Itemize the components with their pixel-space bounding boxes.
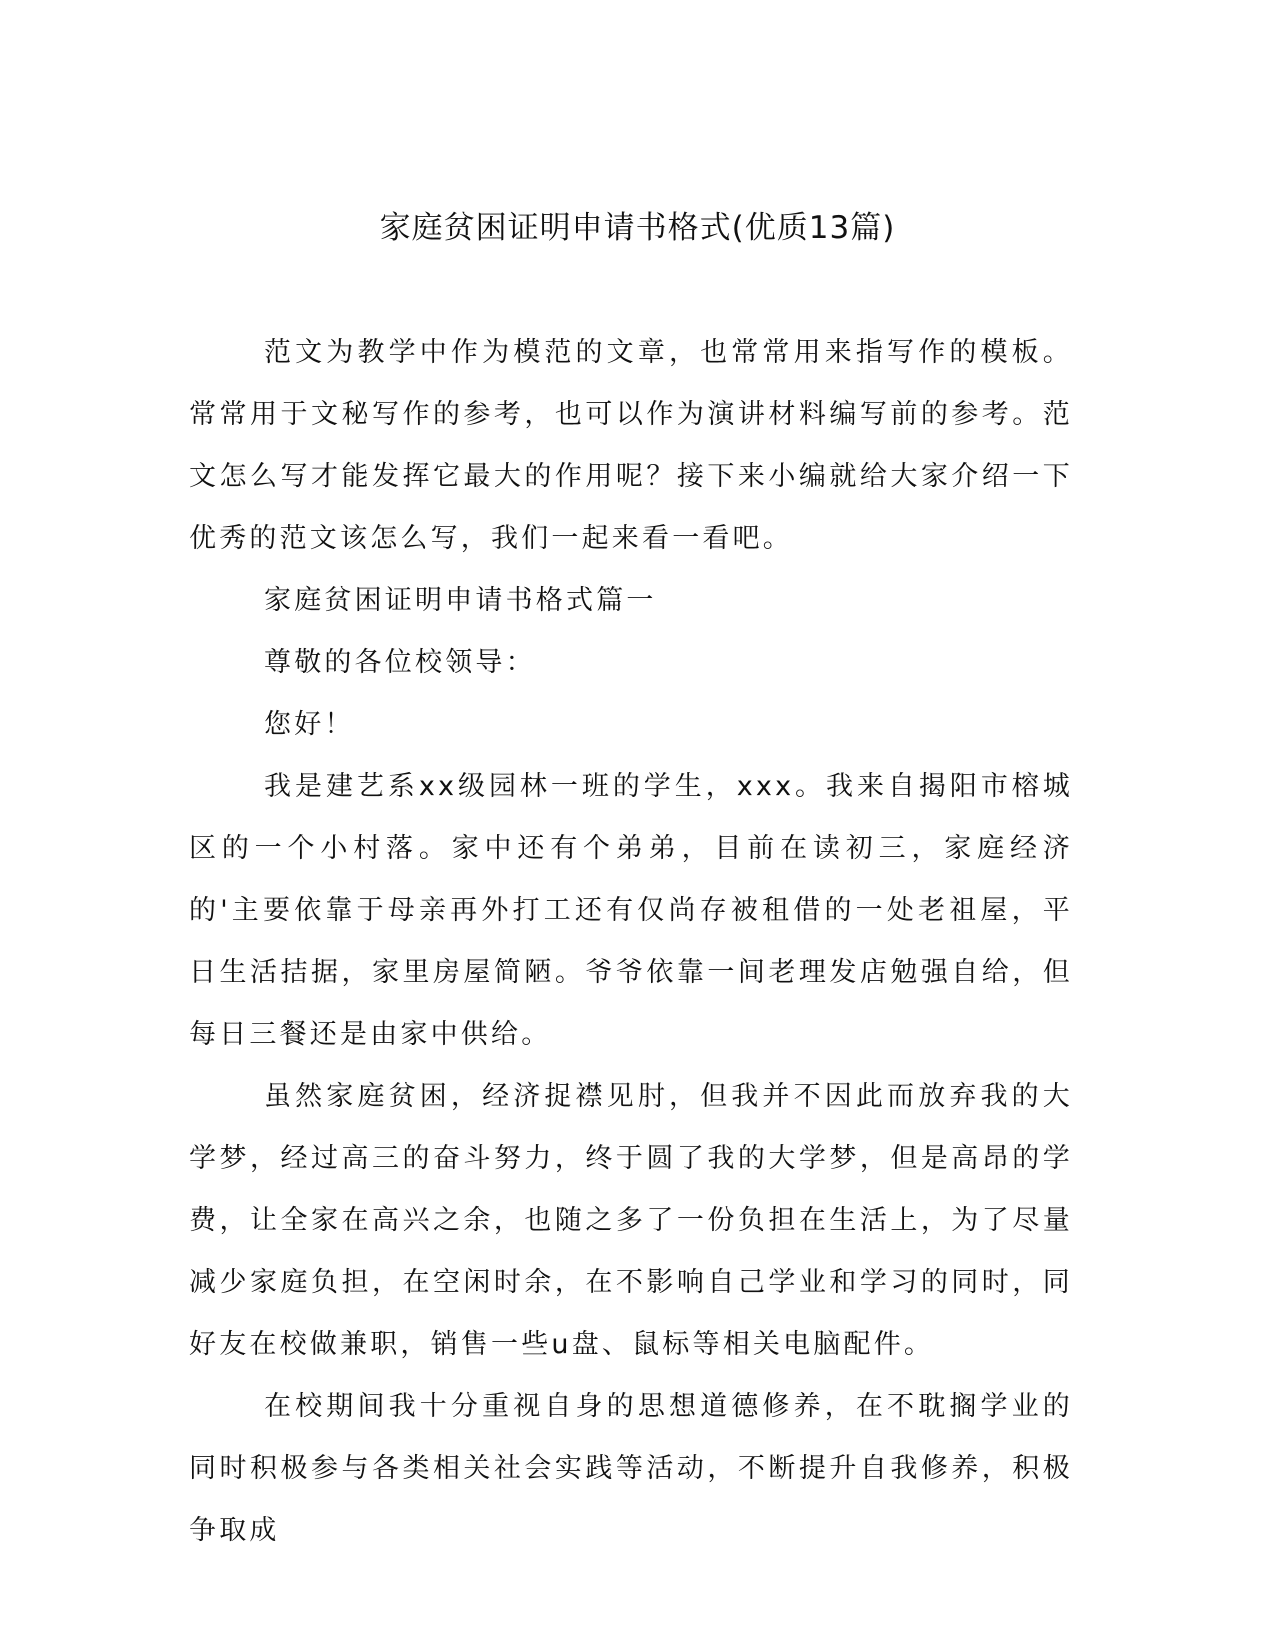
body-paragraph: 虽然家庭贫困，经济捉襟见肘，但我并不因此而放弃我的大学梦，经过高三的奋斗努力，终于圆了我的大学梦，但是高昂的学费，让全家在高兴之余，也随之多了一份负担在生活上，为了尽量减少家庭负担，在空闲时余，在不影响自己学业和学习的同时，同好友在校做兼职，销售一些u盘、鼠标等相关电脑配件。 [189,1081,1073,1360]
document-title: 家庭贫困证明申请书格式(优质13篇) [379,210,896,246]
greeting: 您好！ [264,709,355,740]
body-paragraph: 我是建艺系xx级园林一班的学生，xxx。我来自揭阳市榕城区的一个小村落。家中还有个弟弟，目前在读初三，家庭经济的'主要依靠于母亲再外打工还有仅尚存被租借的一处老祖屋，平日生活拮据，家里房屋简陋。爷爷依靠一间老理发店勉强自给，但每日三餐还是由家中供给。 [189,771,1073,1050]
section-heading: 家庭贫困证明申请书格式篇一 [264,585,657,616]
salutation: 尊敬的各位校领导： [264,647,536,678]
intro-paragraph: 范文为教学中作为模范的文章，也常常用来指写作的模板。常常用于文秘写作的参考，也可以作为演讲材料编写前的参考。范文怎么写才能发挥它最大的作用呢？接下来小编就给大家介绍一下优秀的范文该怎么写，我们一起来看一看吧。 [189,337,1073,554]
document-body [189,322,1073,1562]
body-paragraph: 在校期间我十分重视自身的思想道德修养，在不耽搁学业的同时积极参与各类相关社会实践等活动，不断提升自我修养，积极争取成 [189,1391,1073,1546]
